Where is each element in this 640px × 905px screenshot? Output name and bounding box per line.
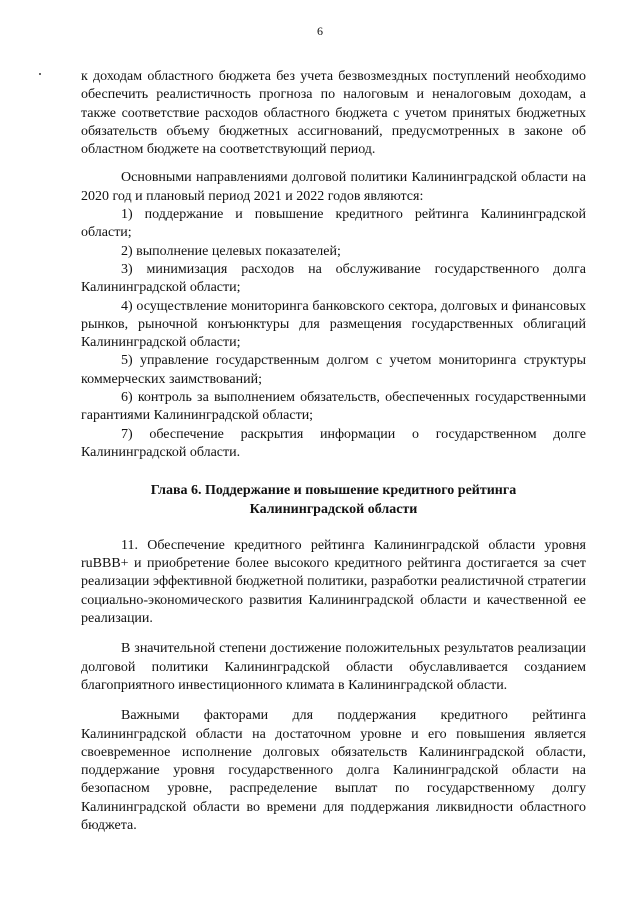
- section-before-chapter: [81, 68, 586, 462]
- paragraph-directions-intro: Основными направлениями долговой политики Калининградской области на 2020 год и плановый период 2021 и 2022 годов являются:: [81, 170, 586, 204]
- paragraph-item-2: 2) выполнение целевых показателей;: [121, 243, 341, 259]
- paragraph-item-3: 3) минимизация расходов на обслуживание государственного долга Калининградской области;: [81, 261, 586, 296]
- paragraph-para-climate: В значительной степени достижение положительных результатов реализации долговой политики Калининградской области обуславливается созданием благоприятного инвестиционного климата в Калининградской области.: [81, 641, 586, 693]
- paragraph-item-4: 4) осуществление мониторинга банковского сектора, долговых и финансовых рынков, рыночной конъюнктуры для размещения государственных облигаций Калининградской области;: [81, 298, 586, 351]
- chapter-heading: [81, 482, 586, 519]
- paragraph-item-6: 6) контроль за выполнением обязательств, обеспеченных государственными гарантиями Калининградской области;: [81, 390, 586, 424]
- paragraph-para-factors: Важными факторами для поддержания кредитного рейтинга Калининградской области на достаточном уровне и его повышения является своевременное исполнение долговых обязательств Калининградской области, поддержание уровня государственного долга Калининградской области на безопасном уровне, распределение выплат по государственному долгу Калининградской области во времени для поддержания ликвидности областного бюджета.: [81, 708, 586, 833]
- chapter-title-line1: Глава 6. Поддержание и повышение кредитного рейтинга: [150, 483, 517, 499]
- paragraph-item-7: 7) обеспечение раскрытия информации о государственном долге Калининградской области.: [81, 426, 586, 460]
- section-chapter-text: [81, 537, 586, 835]
- paragraph-intro-continuation: к доходам областного бюджета без учета безвозмездных поступлений необходимо обеспечить реалистичность прогноза по налоговым и неналоговым доходам, а также соответствие расходов областного бюджета с учетом принятых бюджетных обязательств объему бюджетных ассигнований, предусмотренных в законе об областном бюджете на соответствующий период.: [81, 69, 586, 158]
- document-body: [81, 68, 586, 835]
- paragraph-item-1: 1) поддержание и повышение кредитного рейтинга Калининградской области;: [81, 207, 586, 241]
- scan-speck: [39, 73, 41, 75]
- page-number: 6: [317, 24, 323, 38]
- chapter-title-line2: Калининградской области: [249, 501, 418, 517]
- paragraph-item-5: 5) управление государственным долгом с учетом мониторинга структуры коммерческих заимствований;: [81, 353, 586, 387]
- paragraph-para-11: 11. Обеспечение кредитного рейтинга Калининградской области уровня ruBBB+ и приобретение более высокого кредитного рейтинга достигается за счет реализации эффективной бюджетной политики, разработки реалистичной стратегии социально-экономического развития Калининградской области и качественной ее реализации.: [81, 537, 586, 627]
